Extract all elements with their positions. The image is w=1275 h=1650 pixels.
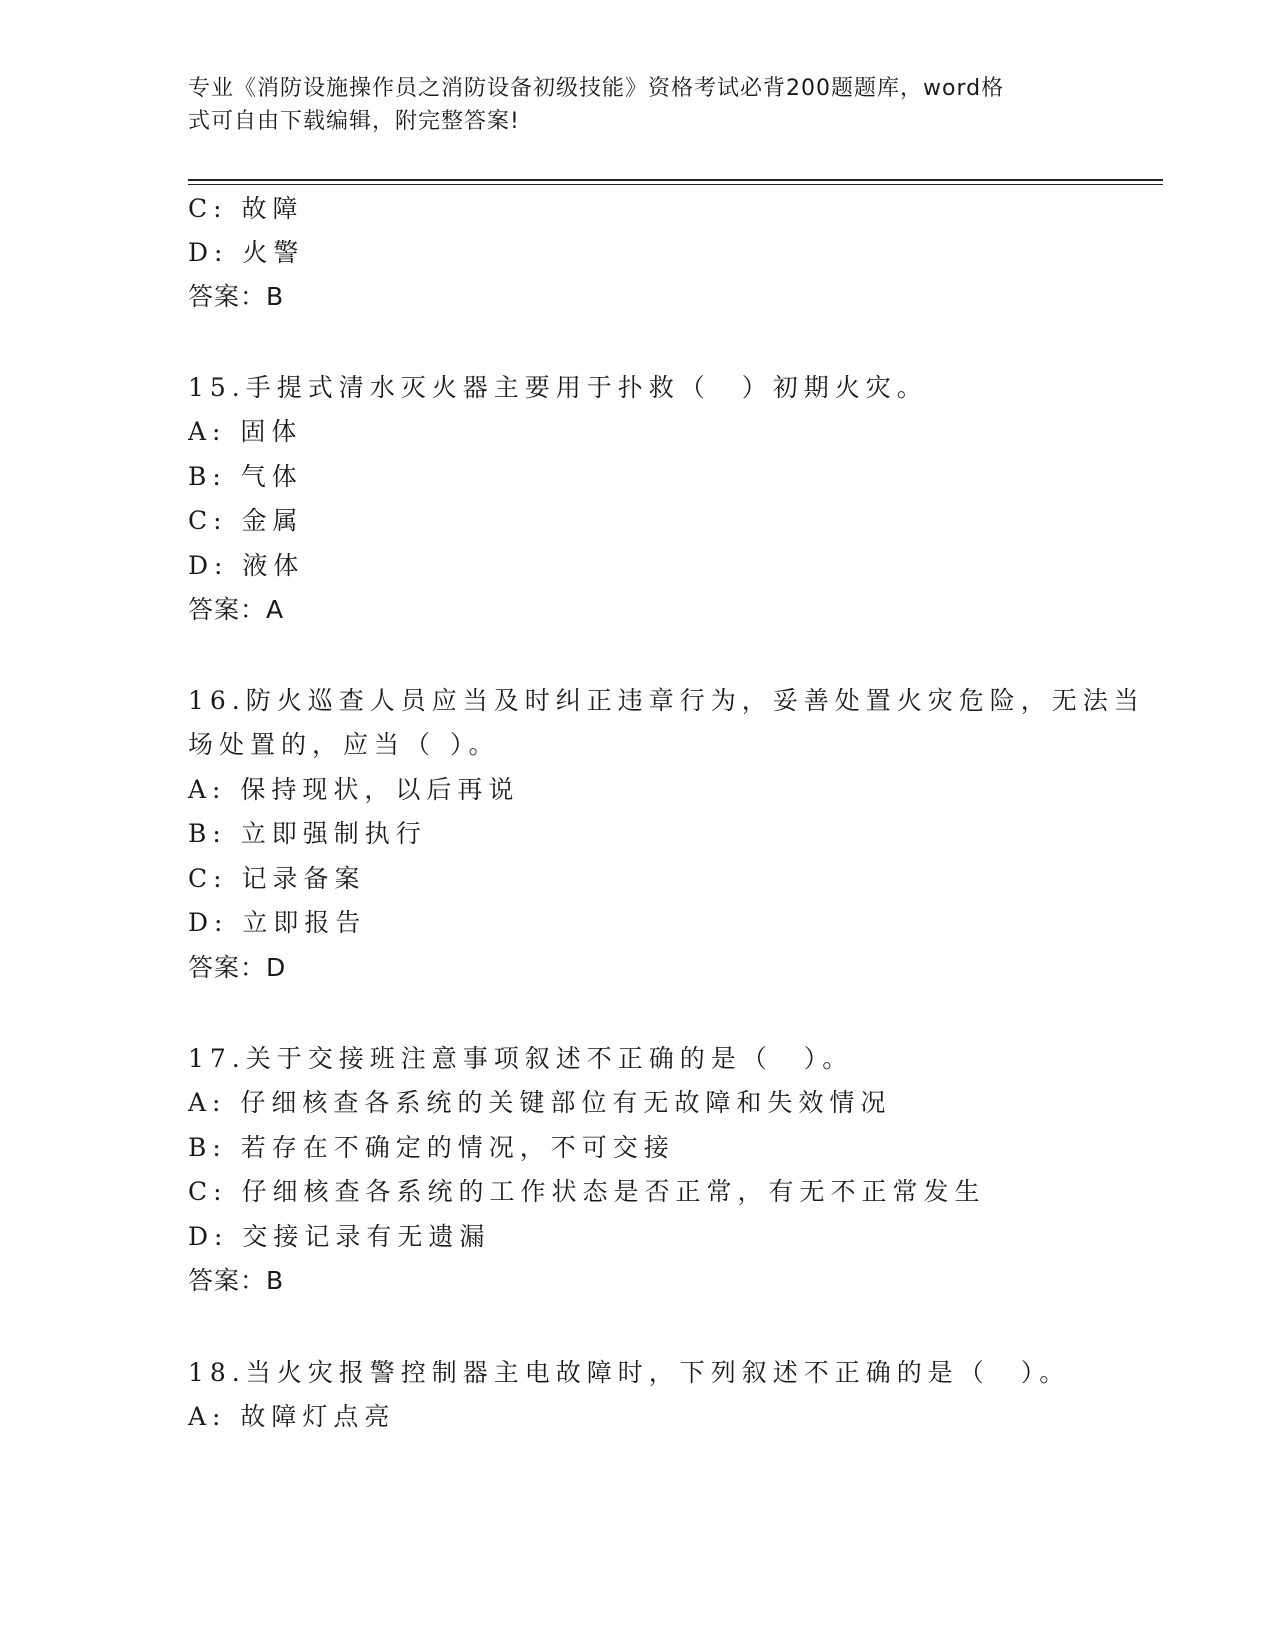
- answer: 答案：A: [188, 595, 285, 624]
- option-a: A: 仔细核查各系统的关键部位有无故障和失效情况: [188, 1088, 892, 1117]
- header-line-1: 专业《消防设施操作员之消防设备初级技能》资格考试必背200题题库，word格: [188, 76, 1005, 101]
- answer: 答案：B: [188, 282, 285, 311]
- header-divider-thin: [188, 184, 1163, 185]
- option-b: B: 立即强制执行: [188, 819, 427, 848]
- option-a: A: 故障灯点亮: [188, 1402, 396, 1431]
- question-16-line-2: 场处置的，应当（ ）。: [188, 730, 500, 759]
- option-a: A: 固体: [188, 417, 303, 446]
- option-d: D: 立即报告: [188, 908, 367, 937]
- option-c: C: 故障: [188, 194, 304, 223]
- option-b: B: 若存在不确定的情况，不可交接: [188, 1133, 675, 1162]
- answer: 答案：D: [188, 953, 287, 982]
- option-b: B: 气体: [188, 462, 303, 491]
- option-d: D: 液体: [188, 551, 305, 580]
- option-c: C: 记录备案: [188, 864, 366, 893]
- option-d: D: 火警: [188, 238, 305, 267]
- document-header: [188, 72, 1068, 138]
- question-16-line-1: 16.防火巡查人员应当及时纠正违章行为，妥善处置火灾危险，无法当: [188, 686, 1145, 715]
- option-c: C: 仔细核查各系统的工作状态是否正常，有无不正常发生: [188, 1177, 986, 1206]
- header-line-2: 式可自由下载编辑，附完整答案!: [188, 109, 520, 134]
- option-a: A: 保持现状，以后再说: [188, 775, 520, 804]
- answer: 答案：B: [188, 1266, 285, 1295]
- header-divider-thick: [188, 179, 1163, 181]
- option-c: C: 金属: [188, 506, 304, 535]
- question-17: 17.关于交接班注意事项叙述不正确的是（ ）。: [188, 1044, 854, 1073]
- option-d: D: 交接记录有无遗漏: [188, 1222, 491, 1251]
- question-15: 15.手提式清水灭火器主要用于扑救（ ）初期火灾。: [188, 373, 928, 402]
- question-18: 18.当火灾报警控制器主电故障时，下列叙述不正确的是（ ）。: [188, 1358, 1071, 1387]
